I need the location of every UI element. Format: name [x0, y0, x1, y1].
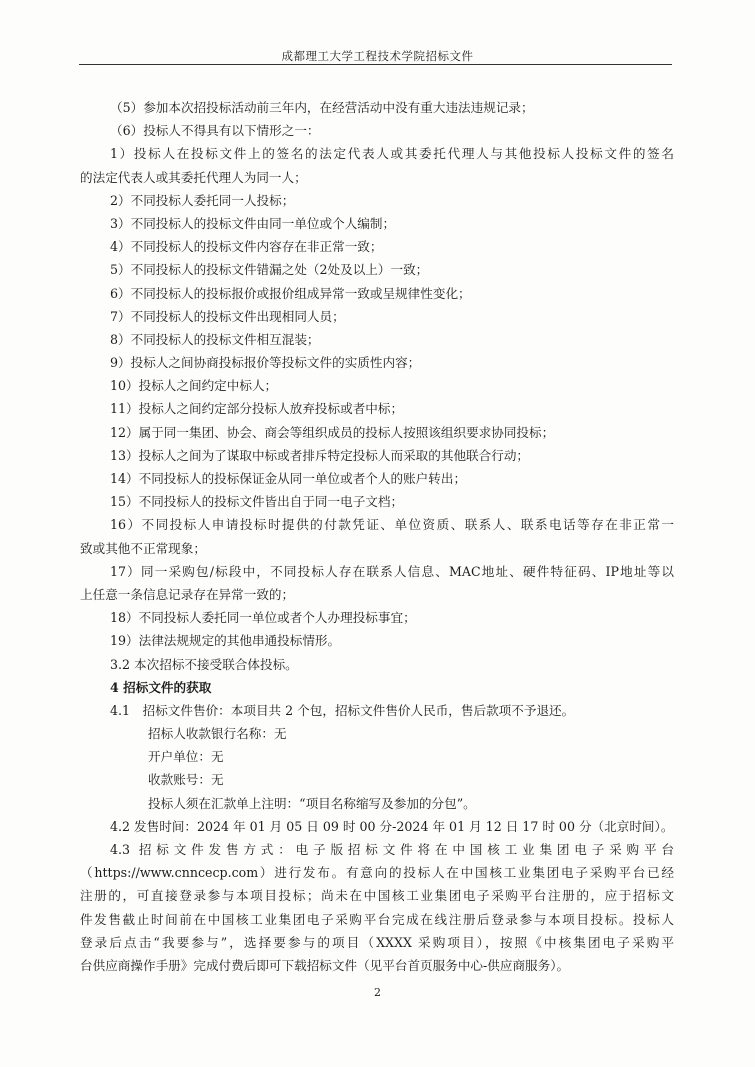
- text-line: （5）参加本次招投标活动前三年内，在经营活动中没有重大违法违规记录；: [110, 100, 534, 115]
- text-line: （https://www.cnncecp.com）进行发布。有意向的投标人在中国核工业集团电子采购平台已经: [80, 865, 674, 881]
- page-header: 成都理工大学工程技术学院招标文件: [281, 49, 474, 63]
- text-line: 13）投标人之间为了谋取中标或者排斥特定投标人而采取的其他联合行动；: [110, 447, 530, 463]
- text-line: 10）投标人之间约定中标人；: [110, 378, 278, 394]
- text-line: 12）属于同一集团、协会、商会等组织成员的投标人按照该组织要求协同投标；: [110, 424, 555, 440]
- text-line: 投标人须在汇款单上注明：“项目名称缩写及参加的分包”。: [148, 795, 476, 811]
- text-line: 招标人收款银行名称：无: [148, 726, 287, 742]
- text-line: 2）不同投标人委托同一人投标；: [110, 192, 295, 208]
- text-line: 11）投标人之间约定部分投标人放弃投标或者中标；: [110, 401, 404, 417]
- text-line: 16）不同投标人申请投标时提供的付款凭证、单位资质、联系人、联系电话等存在非正常一: [110, 517, 674, 533]
- text-line: 4）不同投标人的投标文件内容存在非正常一致；: [110, 239, 383, 255]
- text-line: 件发售截止时间前在中国核工业集团电子采购平台完成在线注册后登录参与本项目投标。投标人: [80, 911, 674, 927]
- text-line: 3.2 本次招标不接受联合体投标。: [110, 656, 298, 672]
- text-line: 开户单位：无: [148, 749, 224, 765]
- text-line: 的法定代表人或其委托代理人为同一人；: [80, 169, 307, 185]
- text-line: 上任意一条信息记录存在异常一致的；: [80, 586, 295, 602]
- section-heading: 4 招标文件的获取: [110, 679, 212, 695]
- text-line: 7）不同投标人的投标文件出现相同人员；: [110, 308, 345, 324]
- text-line: 19）法律法规规定的其他串通投标情形。: [110, 633, 341, 649]
- page-number: 2: [374, 986, 381, 999]
- text-line: 1）投标人在投标文件上的签名的法定代表人或其委托代理人与其他投标人投标文件的签名: [110, 146, 674, 162]
- text-line: 注册的，可直接登录参与本项目投标；尚未在中国核工业集团电子采购平台注册的，应于招标文: [80, 888, 674, 904]
- text-line: 9）投标人之间协商投标报价等投标文件的实质性内容；: [110, 355, 421, 371]
- text-line: 14）不同投标人的投标保证金从同一单位或者个人的账户转出；: [110, 471, 467, 486]
- text-line: 4.3 招标文件发售方式：电子版招标文件将在中国核工业集团电子采购平台: [110, 842, 674, 857]
- text-line: 登录后点击“我要参与”，选择要参与的项目（XXXX 采购项目），按照《中核集团电子采购平: [80, 934, 674, 950]
- text-line: 3）不同投标人的投标文件由同一单位或个人编制；: [110, 215, 396, 231]
- text-line: 8）不同投标人的投标文件相互混装；: [110, 331, 320, 347]
- text-line: 4.2 发售时间：2024 年 01 月 05 日 09 时 00 分-2024 年 01 月 12 日 17 时 00 分（北京时间）。: [110, 818, 674, 834]
- text-line: 致或其他不正常现象；: [80, 540, 206, 556]
- text-line: 6）不同投标人的投标报价或报价组成异常一致或呈规律性变化；: [110, 285, 471, 301]
- text-line: 台供应商操作手册》完成付费后即可下载招标文件（见平台首页服务中心-供应商服务）。: [80, 957, 570, 973]
- text-line: 15）不同投标人的投标文件皆出自于同一电子文档；: [110, 494, 404, 510]
- text-line: 4.1 招标文件售价：本项目共 2 个包，招标文件售价人民币，售后款项不予退还。: [110, 702, 575, 718]
- document-body: [80, 96, 674, 977]
- text-line: 17）同一采购包/标段中，不同投标人存在联系人信息、MAC地址、硬件特征码、IP地址等以: [110, 563, 674, 579]
- text-line: 18）不同投标人委托同一单位或者个人办理投标事宜；: [110, 610, 416, 626]
- text-line: （6）投标人不得具有以下情形之一：: [110, 123, 320, 139]
- text-line: 5）不同投标人的投标文件错漏之处（2处及以上）一致；: [110, 262, 429, 278]
- header-rule: [79, 64, 672, 65]
- text-line: 收款账号：无: [148, 772, 224, 788]
